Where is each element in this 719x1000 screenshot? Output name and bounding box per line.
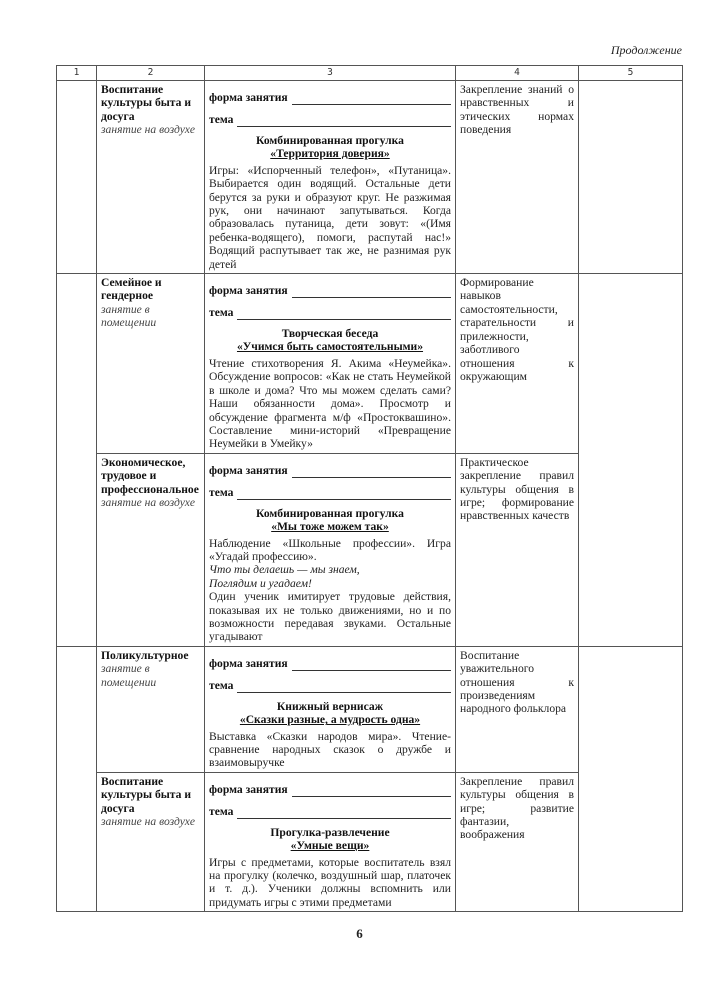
col5-cell: [579, 274, 683, 647]
theme-field[interactable]: [209, 679, 451, 693]
activity-name: «Учимся быть самостоятельными»: [236, 340, 424, 354]
column-header: 5: [579, 66, 683, 81]
activity-cell: [205, 646, 456, 772]
activity-title: Творческая беседа: [281, 327, 379, 341]
topic-cell: [97, 81, 205, 274]
lesson-kind: занятие в помещении: [101, 662, 157, 689]
column-header: 3: [205, 66, 456, 81]
lesson-kind: занятие на воздухе: [101, 495, 196, 509]
activity-cell: [205, 772, 456, 911]
activity-title: Прогулка-развлечение: [270, 825, 390, 839]
theme-field[interactable]: [209, 113, 451, 127]
column-header: 1: [57, 66, 97, 81]
form-label: форма занятия: [209, 782, 288, 796]
goal-cell: Воспитание уважительного отношения к произведениям народного фольклора: [456, 646, 579, 772]
theme-field[interactable]: [209, 805, 451, 819]
form-blank[interactable]: [292, 467, 451, 478]
table-row: [57, 646, 683, 772]
col1-cell: [57, 274, 97, 647]
lesson-kind: занятие на воздухе: [101, 815, 196, 829]
activity-name: «Территория доверия»: [270, 147, 390, 161]
goal-cell: Закрепление знаний о нравственных и этических нормах поведения: [456, 81, 579, 274]
form-label: форма занятия: [209, 656, 288, 670]
theme-blank[interactable]: [237, 309, 451, 320]
activity-description: Игры с предметами, которые воспитатель взял на прогулку (колечко, воздушный шар, платочек и т. д.). Ученики должны вспомнить или придумать игры с этими предметами: [209, 855, 451, 909]
page-number: 6: [356, 926, 363, 942]
column-header: 4: [456, 66, 579, 81]
continuation-label: Продолжение: [610, 43, 682, 57]
lesson-plan-table: [56, 65, 683, 912]
form-blank[interactable]: [292, 660, 451, 671]
activity-title: Комбинированная прогулка: [256, 134, 404, 147]
theme-label: тема: [209, 306, 234, 320]
form-label: форма занятия: [209, 463, 288, 477]
lesson-kind: занятие в помещении: [101, 302, 157, 330]
topic: Воспитание культуры быта и досуга: [101, 774, 192, 815]
col1-cell: [57, 646, 97, 911]
description-intro: Наблюдение «Школьные профессии». Игра «Угадай профессию».: [209, 536, 451, 563]
theme-label: тема: [209, 678, 234, 692]
theme-label: тема: [209, 485, 234, 499]
form-field[interactable]: [209, 657, 451, 671]
form-blank[interactable]: [292, 94, 451, 105]
goal-cell: Формирование навыков самостоятельности, старательности и прилежности, заботливого отношения к окружающим: [456, 274, 579, 454]
theme-field[interactable]: [209, 486, 451, 500]
activity-title: Книжный вернисаж: [276, 699, 384, 713]
topic: Поликультурное: [101, 648, 189, 662]
activity-description: [209, 537, 451, 644]
activity-title: Комбинированная прогулка: [256, 506, 404, 520]
form-label: форма занятия: [209, 91, 288, 104]
col1-cell: [57, 81, 97, 274]
theme-blank[interactable]: [237, 808, 451, 819]
topic-cell: [97, 646, 205, 772]
topic: Воспитание культуры быта и досуга: [101, 83, 192, 123]
description-text: Один ученик имитирует трудовые действия, показывая их не только движениями, но и по возможности передавая звуками. Остальные угадывают: [209, 590, 451, 644]
form-blank[interactable]: [292, 287, 451, 298]
activity-name: «Умные вещи»: [290, 839, 370, 853]
activity-description: Игры: «Испорченный телефон», «Путаница». Выбирается один водящий. Остальные дети берутся за руки и образуют круг. Не разжимая рук, они начинают запутываться. Когда образовалась путаница, дети зовут: «(Имя ребенка-водящего), помоги, распутай нас!» Водящий распутывает так же, не разнимая рук детей: [209, 163, 451, 271]
theme-label: тема: [209, 804, 234, 818]
activity-name: «Мы тоже можем так»: [271, 520, 389, 534]
col5-cell: [579, 646, 683, 911]
topic-cell: [97, 772, 205, 911]
form-field[interactable]: [209, 91, 451, 105]
theme-blank[interactable]: [237, 682, 451, 693]
activity-cell: [205, 453, 456, 646]
table-row: [57, 81, 683, 274]
topic: Экономическое, трудовое и профессиональное: [101, 455, 199, 496]
column-header: 2: [97, 66, 205, 81]
activity-description: Выставка «Сказки народов мира». Чтение-сравнение народных сказок о дружбе и взаимовыручке: [209, 729, 451, 770]
verse-line: Поглядим и угадаем!: [209, 576, 312, 590]
form-field[interactable]: [209, 284, 451, 298]
theme-blank[interactable]: [237, 489, 451, 500]
theme-label: тема: [209, 113, 234, 126]
form-field[interactable]: [209, 464, 451, 478]
theme-field[interactable]: [209, 306, 451, 320]
col5-cell: [579, 81, 683, 274]
form-blank[interactable]: [292, 786, 451, 797]
activity-name: «Сказки разные, а мудрость одна»: [239, 713, 421, 727]
topic-cell: [97, 453, 205, 646]
lesson-kind: занятие на воздухе: [101, 123, 196, 137]
activity-cell: [205, 81, 456, 274]
activity-cell: [205, 274, 456, 454]
goal-cell: Практическое закрепление правил культуры общения в игре; формирование нравственных качеств: [456, 453, 579, 646]
verse-line: Что ты делаешь — мы знаем,: [209, 563, 360, 577]
table-row: [57, 274, 683, 454]
topic-cell: [97, 274, 205, 454]
activity-description: Чтение стихотворения Я. Акима «Неумейка». Обсуждение вопросов: «Как не стать Неумейкой в школе и дома? Что мы можем сделать сами? Наши обязанности дома». Просмотр и обсуждение фрагмента м/ф «Простоквашино». Составление мини-историй «Превращение Неумейки в Умейку»: [209, 356, 451, 451]
goal-cell: Закрепление правил культуры общения в игре; развитие фантазии, воображения: [456, 772, 579, 911]
topic: Семейное и гендерное: [101, 276, 162, 303]
theme-blank[interactable]: [237, 116, 451, 127]
form-label: форма занятия: [209, 284, 288, 298]
form-field[interactable]: [209, 783, 451, 797]
column-numbers-row: [57, 66, 683, 81]
